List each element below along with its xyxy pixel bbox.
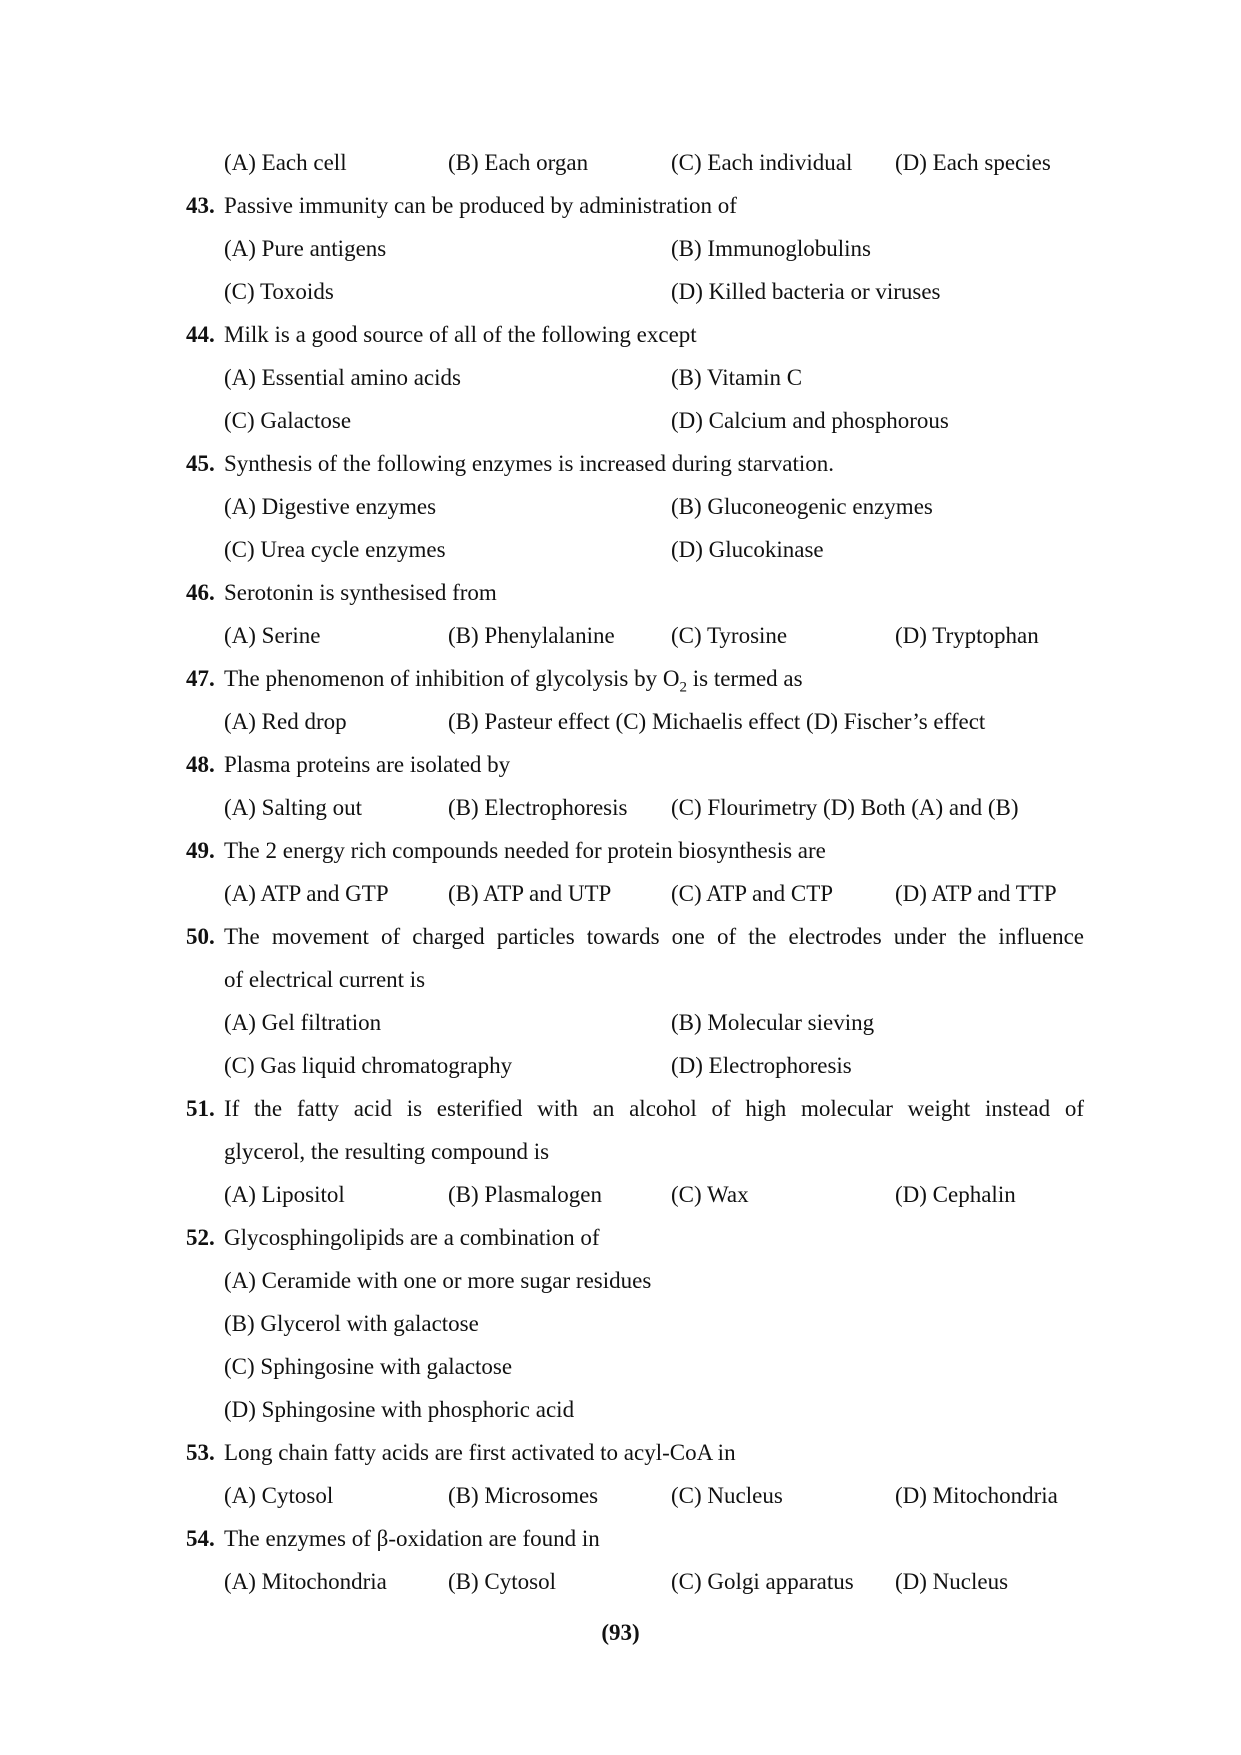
q52-option-a: (A) Ceramide with one or more sugar residues <box>224 1268 652 1293</box>
question-number: 47. <box>186 666 215 691</box>
q46-option-a: (A) Serine <box>224 623 321 648</box>
question-52 <box>0 1216 1241 1259</box>
q46-option-c: (C) Tyrosine <box>671 623 788 648</box>
question-51 <box>0 1087 1241 1130</box>
question-text: Long chain fatty acids are first activated to acyl-CoA in <box>224 1440 736 1465</box>
q44-option-b: (B) Vitamin C <box>671 365 803 390</box>
question-43 <box>0 184 1241 227</box>
question-number: 51. <box>186 1096 215 1121</box>
q50-options-row-1 <box>0 1001 1241 1044</box>
question-text <box>224 657 803 700</box>
q51-options-row <box>0 1173 1241 1216</box>
question-number: 45. <box>186 451 215 476</box>
q45-options-row-1 <box>0 485 1241 528</box>
q52-option-a-row <box>0 1259 1241 1302</box>
q44-option-a: (A) Essential amino acids <box>224 365 461 390</box>
q45-option-b: (B) Gluconeogenic enzymes <box>671 494 933 519</box>
question-text: Synthesis of the following enzymes is increased during starvation. <box>224 451 835 476</box>
q43-options-row-1 <box>0 227 1241 270</box>
q50-option-c: (C) Gas liquid chromatography <box>224 1053 513 1078</box>
q51-option-c: (C) Wax <box>671 1182 749 1207</box>
q43-option-b: (B) Immunoglobulins <box>671 236 871 261</box>
q42-options-row <box>0 141 1241 184</box>
q45-option-c: (C) Urea cycle enzymes <box>224 537 446 562</box>
question-text-part: is termed as <box>686 666 803 691</box>
q43-options-row-2 <box>0 270 1241 313</box>
question-text-line-2: glycerol, the resulting compound is <box>224 1139 550 1164</box>
question-48 <box>0 743 1241 786</box>
q50-option-a: (A) Gel filtration <box>224 1010 382 1035</box>
q54-option-d: (D) Nucleus <box>895 1569 1009 1594</box>
q52-option-b-row <box>0 1302 1241 1345</box>
q44-option-c: (C) Galactose <box>224 408 352 433</box>
q49-option-a: (A) ATP and GTP <box>224 881 389 906</box>
q50-option-b: (B) Molecular sieving <box>671 1010 875 1035</box>
question-number: 53. <box>186 1440 215 1465</box>
question-number: 44. <box>186 322 215 347</box>
q48-options-cd: (C) Flourimetry (D) Both (A) and (B) <box>671 795 1019 820</box>
question-51-continued <box>0 1130 1241 1173</box>
q44-options-row-2 <box>0 399 1241 442</box>
question-text-line-1: If the fatty acid is esterified with an alcohol of high molecular weight instead of <box>224 1096 1084 1121</box>
q52-option-c: (C) Sphingosine with galactose <box>224 1354 513 1379</box>
q52-option-d: (D) Sphingosine with phosphoric acid <box>224 1397 575 1422</box>
subscript: 2 <box>679 679 687 696</box>
q45-option-a: (A) Digestive enzymes <box>224 494 437 519</box>
question-54 <box>0 1517 1241 1560</box>
q49-option-d: (D) ATP and TTP <box>895 881 1057 906</box>
q46-options-row <box>0 614 1241 657</box>
q54-option-c: (C) Golgi apparatus <box>671 1569 854 1594</box>
q53-options-row <box>0 1474 1241 1517</box>
question-text: Milk is a good source of all of the following except <box>224 322 697 347</box>
question-number: 54. <box>186 1526 215 1551</box>
q45-options-row-2 <box>0 528 1241 571</box>
q49-option-c: (C) ATP and CTP <box>671 881 834 906</box>
q50-options-row-2 <box>0 1044 1241 1087</box>
q45-option-d: (D) Glucokinase <box>671 537 824 562</box>
question-number: 43. <box>186 193 215 218</box>
q51-option-b: (B) Plasmalogen <box>448 1182 602 1207</box>
q49-option-b: (B) ATP and UTP <box>448 881 612 906</box>
question-47 <box>0 657 1241 700</box>
question-number: 48. <box>186 752 215 777</box>
q47-options-bcd: (B) Pasteur effect (C) Michaelis effect (D) Fischer’s effect <box>448 709 986 734</box>
question-50-continued <box>0 958 1241 1001</box>
q43-option-a: (A) Pure antigens <box>224 236 387 261</box>
question-number: 52. <box>186 1225 215 1250</box>
q43-option-c: (C) Toxoids <box>224 279 334 304</box>
page-number: (93) <box>601 1620 640 1645</box>
q49-options-row <box>0 872 1241 915</box>
q52-option-c-row <box>0 1345 1241 1388</box>
question-text-part: The phenomenon of inhibition of glycolysis by O <box>224 666 680 691</box>
q53-option-c: (C) Nucleus <box>671 1483 783 1508</box>
question-text: Passive immunity can be produced by administration of <box>224 193 737 218</box>
question-text-line-2: of electrical current is <box>224 967 426 992</box>
question-number: 49. <box>186 838 215 863</box>
q43-option-d: (D) Killed bacteria or viruses <box>671 279 941 304</box>
q44-options-row-1 <box>0 356 1241 399</box>
q54-option-a: (A) Mitochondria <box>224 1569 387 1594</box>
q52-option-b: (B) Glycerol with galactose <box>224 1311 479 1336</box>
q42-option-b: (B) Each organ <box>448 150 589 175</box>
q44-option-d: (D) Calcium and phosphorous <box>671 408 949 433</box>
question-49 <box>0 829 1241 872</box>
q47-option-a: (A) Red drop <box>224 709 347 734</box>
question-text: The enzymes of β-oxidation are found in <box>224 1526 600 1551</box>
question-45 <box>0 442 1241 485</box>
q52-option-d-row <box>0 1388 1241 1431</box>
q46-option-d: (D) Tryptophan <box>895 623 1039 648</box>
question-text: Serotonin is synthesised from <box>224 580 497 605</box>
q42-option-d: (D) Each species <box>895 150 1051 175</box>
q53-option-b: (B) Microsomes <box>448 1483 599 1508</box>
q48-options-row <box>0 786 1241 829</box>
q51-option-a: (A) Lipositol <box>224 1182 345 1207</box>
question-text: Plasma proteins are isolated by <box>224 752 511 777</box>
question-50 <box>0 915 1241 958</box>
q53-option-a: (A) Cytosol <box>224 1483 334 1508</box>
question-text-line-1: The movement of charged particles towards one of the electrodes under the influence <box>224 924 1084 949</box>
q42-option-a: (A) Each cell <box>224 150 347 175</box>
question-44 <box>0 313 1241 356</box>
question-text: Glycosphingolipids are a combination of <box>224 1225 600 1250</box>
q50-option-d: (D) Electrophoresis <box>671 1053 852 1078</box>
question-number: 46. <box>186 580 215 605</box>
q42-option-c: (C) Each individual <box>671 150 853 175</box>
q54-options-row <box>0 1560 1241 1603</box>
q46-option-b: (B) Phenylalanine <box>448 623 615 648</box>
q48-option-b: (B) Electrophoresis <box>448 795 628 820</box>
q54-option-b: (B) Cytosol <box>448 1569 556 1594</box>
q51-option-d: (D) Cephalin <box>895 1182 1016 1207</box>
question-46 <box>0 571 1241 614</box>
q53-option-d: (D) Mitochondria <box>895 1483 1058 1508</box>
question-number: 50. <box>186 924 215 949</box>
q48-option-a: (A) Salting out <box>224 795 362 820</box>
question-53 <box>0 1431 1241 1474</box>
question-text: The 2 energy rich compounds needed for protein biosynthesis are <box>224 838 826 863</box>
q47-options-row <box>0 700 1241 743</box>
